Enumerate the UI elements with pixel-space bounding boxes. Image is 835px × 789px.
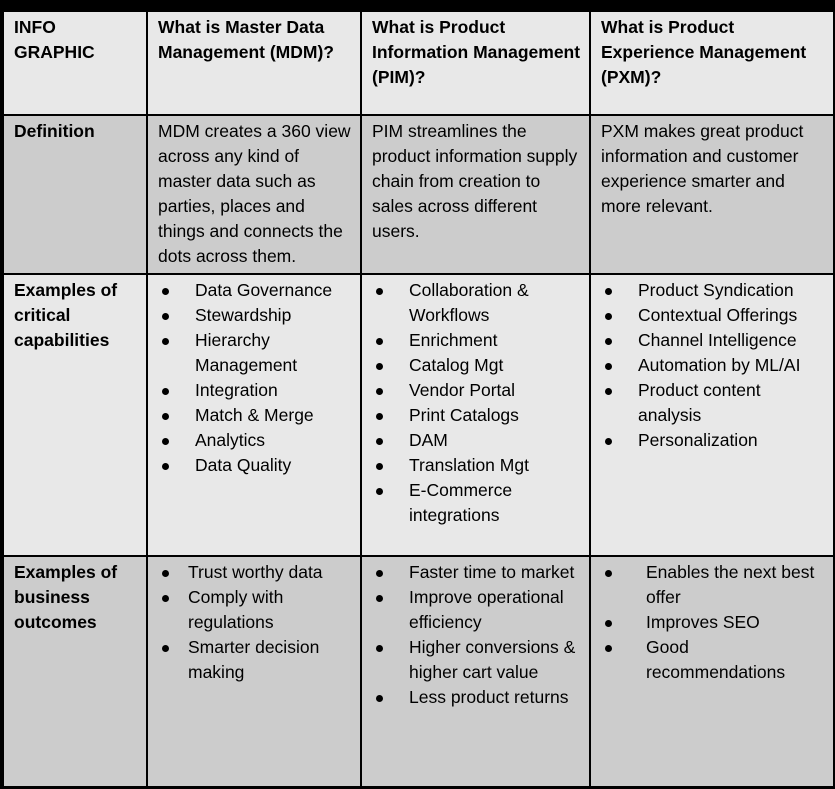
- list-item: E-Commerce integrations: [372, 478, 581, 528]
- list-item: Vendor Portal: [372, 378, 581, 403]
- list-item: Enables the next best offer: [601, 560, 825, 610]
- definition-row: [3, 115, 834, 274]
- list-item: Catalog Mgt: [372, 353, 581, 378]
- header-row: [3, 11, 834, 115]
- header-pxm: What is Product Experience Management (PXM)?: [590, 11, 834, 115]
- definition-pim: PIM streamlines the product information supply chain from creation to sales across different users.: [361, 115, 590, 274]
- list-item: Trust worthy data: [158, 560, 352, 585]
- list-item: Hierarchy Management: [158, 328, 352, 378]
- list-item: Data Quality: [158, 453, 352, 478]
- capabilities-pxm: [590, 274, 834, 556]
- capabilities-pim: [361, 274, 590, 556]
- outcomes-mdm-list: [158, 560, 352, 685]
- list-item: Product Syndication: [601, 278, 825, 303]
- list-item: Good recommendations: [601, 635, 825, 685]
- list-item: Contextual Offerings: [601, 303, 825, 328]
- list-item: Stewardship: [158, 303, 352, 328]
- list-item: Integration: [158, 378, 352, 403]
- outcomes-pim-list: [372, 560, 581, 710]
- header-mdm: What is Master Data Management (MDM)?: [147, 11, 361, 115]
- list-item: Smarter decision making: [158, 635, 352, 685]
- outcomes-mdm: [147, 556, 361, 787]
- outcomes-label: Examples of business outcomes: [3, 556, 147, 787]
- capabilities-mdm: [147, 274, 361, 556]
- list-item: Translation Mgt: [372, 453, 581, 478]
- capabilities-label: Examples of critical capabilities: [3, 274, 147, 556]
- list-item: Less product returns: [372, 685, 581, 710]
- outcomes-pxm: [590, 556, 834, 787]
- list-item: Data Governance: [158, 278, 352, 303]
- list-item: DAM: [372, 428, 581, 453]
- list-item: Faster time to market: [372, 560, 581, 585]
- list-item: Higher conversions & higher cart value: [372, 635, 581, 685]
- capabilities-mdm-list: [158, 278, 352, 478]
- list-item: Personalization: [601, 428, 825, 453]
- list-item: Collaboration & Workflows: [372, 278, 581, 328]
- capabilities-row: [3, 274, 834, 556]
- definition-label: Definition: [3, 115, 147, 274]
- definition-pxm: PXM makes great product information and customer experience smarter and more relevant.: [590, 115, 834, 274]
- list-item: Enrichment: [372, 328, 581, 353]
- corner-label: INFO GRAPHIC: [3, 11, 147, 115]
- definition-mdm: MDM creates a 360 view across any kind of master data such as parties, places and things and connects the dots across them.: [147, 115, 361, 274]
- list-item: Improve operational efficiency: [372, 585, 581, 635]
- comparison-table: [2, 10, 835, 788]
- top-band: [0, 0, 835, 10]
- header-pim: What is Product Information Management (PIM)?: [361, 11, 590, 115]
- list-item: Channel Intelligence: [601, 328, 825, 353]
- list-item: Product content analysis: [601, 378, 825, 428]
- list-item: Analytics: [158, 428, 352, 453]
- capabilities-pxm-list: [601, 278, 825, 453]
- list-item: Print Catalogs: [372, 403, 581, 428]
- outcomes-row: [3, 556, 834, 787]
- outcomes-pxm-list: [601, 560, 825, 685]
- outcomes-pim: [361, 556, 590, 787]
- list-item: Improves SEO: [601, 610, 825, 635]
- list-item: Comply with regulations: [158, 585, 352, 635]
- list-item: Automation by ML/AI: [601, 353, 825, 378]
- capabilities-pim-list: [372, 278, 581, 528]
- list-item: Match & Merge: [158, 403, 352, 428]
